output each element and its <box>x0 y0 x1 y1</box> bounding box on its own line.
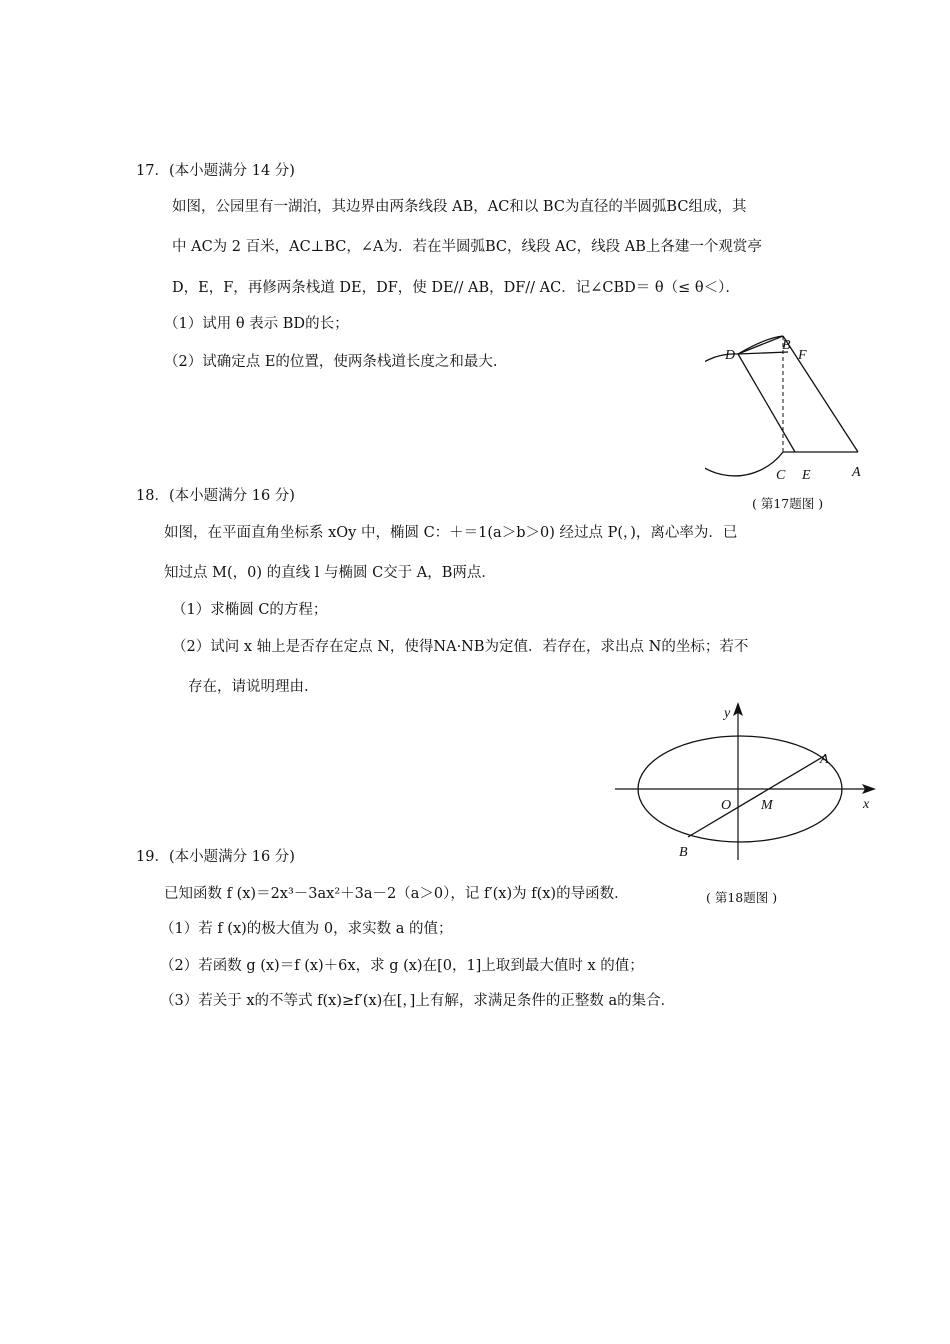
q18-line2: 知过点 M(，0) 的直线 l 与椭圆 C交于 A，B两点． <box>164 565 496 581</box>
q17-caption: ( 第17题图 ) <box>752 496 824 511</box>
q17-part1: （1）试用 θ 表示 BD的长； <box>164 316 349 332</box>
q17-figure <box>705 330 875 490</box>
label-b: B <box>782 338 791 353</box>
q18-figure <box>610 700 880 866</box>
q17-line1: 如图，公园里有一湖泊，其边界由两条线段 AB，AC和以 BC为直径的半圆弧BC组成，其 <box>172 199 747 215</box>
q18-part2: （2）试问 x 轴上是否存在定点 N，使得NA·NB为定值．若存在，求出点 N的坐标；若不 <box>172 639 749 655</box>
q18-caption: ( 第18题图 ) <box>706 890 778 905</box>
label-y: y <box>724 706 731 721</box>
segment-ab <box>783 336 858 452</box>
q18-part2b: 存在，请说明理由. <box>188 679 309 695</box>
label-m: M <box>761 798 773 813</box>
label-c: C <box>776 468 786 483</box>
q19-part3: （3）若关于 x的不等式 f(x)≥f′(x)在[，]上有解，求满足条件的正整数 a的集合． <box>160 993 676 1009</box>
q19-header: 19．(本小题满分 16 分) <box>136 849 295 865</box>
q18-part1: （1）求椭圆 C的方程； <box>172 602 328 618</box>
label-x: x <box>863 797 870 812</box>
segment-de <box>738 354 795 452</box>
q17-header: 17．(本小题满分 14 分) <box>136 163 295 179</box>
label-d: D <box>725 348 736 363</box>
label-a: A <box>820 752 829 767</box>
label-o: O <box>721 798 732 813</box>
semicircle-arc <box>705 354 783 476</box>
label-a: A <box>852 465 861 480</box>
q18-line1: 如图，在平面直角坐标系 xOy 中，椭圆 C：＋＝1(a＞b＞0) 经过点 P(，)，离心率为．已 <box>164 525 738 541</box>
line-l <box>688 755 826 837</box>
label-e: E <box>802 468 811 483</box>
segment-db <box>738 336 783 354</box>
q19-part1: （1）若 f (x)的极大值为 0，求实数 a 的值； <box>160 921 453 937</box>
q18-header: 18．(本小题满分 16 分) <box>136 488 295 504</box>
segment-df <box>738 352 788 354</box>
q19-part2: （2）若函数 g (x)＝f (x)＋6x，求 g (x)在[0，1]上取到最大值时 x 的值； <box>160 958 644 974</box>
label-f: F <box>798 348 807 363</box>
q19-line1: 已知函数 f (x)＝2x³－3ax²＋3a－2（a＞0），记 f′(x)为 f(x)的导函数． <box>164 886 629 902</box>
label-b: B <box>679 845 688 860</box>
q17-line2: 中 AC为 2 百米，AC⊥BC，∠A为．若在半圆弧BC，线段 AC，线段 AB上各建一个观赏亭 <box>172 239 762 255</box>
q17-part2: （2）试确定点 E的位置，使两条栈道长度之和最大. <box>164 354 498 370</box>
q17-line3: D，E，F，再修两条栈道 DE，DF，使 DE// AB，DF// AC．记∠CBD＝ θ（≤ θ＜）． <box>172 280 740 296</box>
